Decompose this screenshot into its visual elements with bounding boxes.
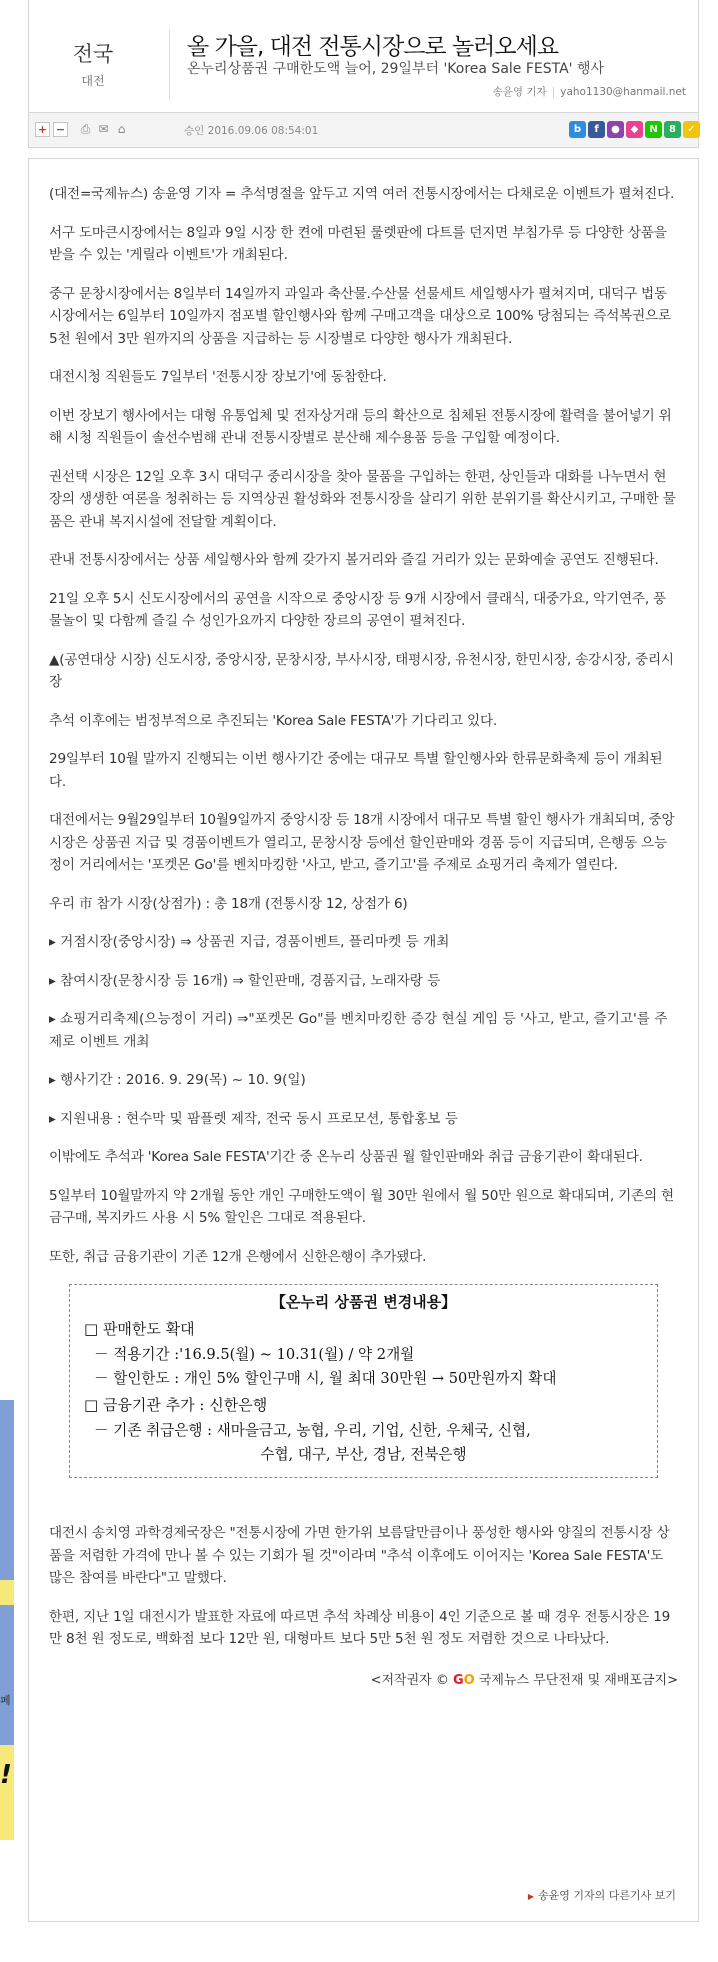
article-paragraph: 이밖에도 추석과 'Korea Sale FESTA'기간 중 온누리 상품권 월 할인판매와 취급 금융기관이 확대된다.	[49, 1149, 643, 1165]
article-header	[28, 0, 699, 113]
article-paragraph: 대전시청 직원들도 7일부터 '전통시장 장보기'에 동참한다.	[49, 369, 387, 385]
bullet-mark: ▸	[49, 1072, 61, 1088]
article-subtitle: 온누리상품권 구매한도액 늘어, 29일부터 'Korea Sale FESTA' 행사	[187, 61, 605, 77]
article-paragraph: 우리 市 참가 시장(상점가) : 총 18개 (전통시장 12, 상점가 6)	[49, 895, 408, 912]
bullet-text: 참여시장(문창시장 등 16개) ⇒ 할인판매, 경품지급, 노래자랑 등	[60, 972, 441, 989]
gookje-logo-mark: O	[463, 1672, 475, 1688]
article-paragraph: 또한, 취급 금융기관이 기존 12개 은행에서 신한은행이 추가됐다.	[49, 1248, 427, 1265]
font-decrease-button[interactable]: −	[53, 122, 68, 137]
naver-share-icon[interactable]: N	[645, 121, 662, 138]
article-paragraph: 관내 전통시장에서는 상품 세일행사와 함께 갖가지 볼거리와 즐길 거리가 있는 문화예술 공연도 진행된다.	[49, 552, 659, 568]
bullet-mark: ▸	[49, 1011, 61, 1027]
header-divider	[169, 30, 170, 100]
article-paragraph: 5일부터 10월말까지 약 2개월 동안 개인 구매한도액이 월 30만 원에서 월 50만 원으로 확대되며, 기존의 현금구매, 복지카드 사용 시 5% 할인은 그대로 적용된다.	[49, 1187, 674, 1226]
copyright-suffix: 무단전재 및 재배포금지>	[533, 1672, 678, 1688]
article-paragraph: 대전시 송치영 과학경제국장은 "전통시장에 가면 한가위 보름달만큼이나 풍성한 행사와 양질의 전통시장 상품을 저렴한 가격에 만나 볼 수 있는 기회가 될 것"이라며 "추석 이후에도 이어지는 'Korea Sale FESTA'도 많은 참여를 바란다"고 말했다.	[49, 1525, 670, 1586]
copyright-notice	[49, 1669, 678, 1688]
scrap-icon[interactable]: ⌂	[117, 122, 126, 136]
voucher-notice-box	[69, 1284, 658, 1478]
article-paragraph: 한편, 지난 1일 대전시가 발표한 자료에 따르면 추석 차례상 비용이 4인 기준으로 볼 때 경우 전통시장은 19만 8천 원 정도로, 백화점 보다 12만 원, 대형마트 보다 5만 5천 원 정도 저렴한 것으로 나타났다.	[49, 1608, 671, 1647]
article-paragraph: 서구 도마큰시장에서는 8일과 9일 시장 한 켠에 마련된 룰렛판에 다트를 던지면 부침가루 등 다양한 상품을 받을 수 있는 '게릴라 이벤트'가 개최된다.	[49, 224, 667, 263]
gookje-logo-icon: G	[453, 1672, 464, 1688]
notice-heading: □ 금융기관 추가 : 신한은행	[84, 1396, 268, 1414]
article-paragraph: 권선택 시장은 12일 오후 3시 대덕구 중리시장을 찾아 물품을 구입하는 한편, 상인들과 대화를 나누면서 현장의 생생한 여론을 청취하는 등 지역상권 활성화와 전통시장을 살리기 위한 분위기를 확산시키고, 구매한 물품은 관내 복지시설에 전달할 계획이다.	[49, 468, 676, 530]
article-title: 올 가을, 대전 전통시장으로 놀러오세요	[187, 34, 559, 60]
facebook-share-icon[interactable]: f	[588, 121, 605, 138]
copyright-prefix: <저작권자 ©	[370, 1672, 449, 1688]
side-banner-blue-block	[0, 1400, 14, 1580]
more-articles-label[interactable]: 송윤영 기자의 다른기사 보기	[537, 1889, 676, 1902]
kakaostory-share-icon[interactable]: ◆	[626, 121, 643, 138]
byline-separator: |	[551, 86, 556, 98]
side-banner-exclamation: !	[0, 1760, 12, 1790]
print-icon[interactable]: ⎙	[80, 122, 91, 136]
reporter-name[interactable]: 송윤영 기자	[492, 86, 547, 98]
check-share-icon[interactable]: ✓	[683, 121, 700, 138]
bullet-item	[49, 931, 678, 954]
font-increase-button[interactable]: +	[35, 122, 50, 137]
bullet-item	[49, 1108, 678, 1131]
talk-share-icon[interactable]: ●	[607, 121, 624, 138]
approved-value: 2016.09.06 08:54:01	[207, 125, 319, 137]
side-banner-blue-block	[0, 1605, 14, 1745]
article-paragraph: 이번 장보기 행사에서는 대형 유통업체 및 전자상거래 등의 확산으로 침체된 전통시장에 활력을 불어넣기 위해 시청 직원들이 솔선수범해 관내 전통시장별로 분산해 제수용품 등을 구입할 예정이다.	[49, 407, 672, 446]
arrow-right-icon: ▶	[527, 1892, 534, 1901]
article-paragraph: ▲(공연대상 시장) 신도시장, 중앙시장, 문창시장, 부사시장, 태평시장, 유천시장, 한민시장, 송강시장, 중리시장	[49, 651, 674, 690]
article-body	[28, 158, 699, 1922]
reporter-email[interactable]: yaho1130@hanmail.net	[560, 86, 686, 98]
approved-prefix: 승인	[184, 125, 205, 137]
notice-line: － 기존 취급은행 : 새마을금고, 농협, 우리, 기업, 신한, 우체국, 신협,	[94, 1422, 531, 1439]
side-banner-glyph: 페	[0, 1694, 11, 1707]
article-toolbar	[28, 113, 699, 148]
notice-title: 【온누리 상품권 변경내용】	[270, 1293, 457, 1311]
article-paragraph: 대전에서는 9월29일부터 10월9일까지 중앙시장 등 18개 시장에서 대규모 특별 할인 행사가 개최되며, 중앙시장은 상품권 지급 및 경품이벤트가 열리고, 문창시장 등에선 할인판매와 경품 등이 지급되며, 은행동 으능정이 거리에서는 '포켓몬 Go'를 벤치마킹한 '사고, 받고, 즐기고'를 주제로 쇼핑거리 축제가 열린다.	[49, 812, 675, 873]
notice-line: 수협, 대구, 부산, 경남, 전북은행	[260, 1446, 467, 1463]
side-banner-strip[interactable]	[0, 1400, 14, 1840]
article-container	[28, 0, 699, 1922]
article-paragraph: 추석 이후에는 범정부적으로 추진되는 'Korea Sale FESTA'가 기다리고 있다.	[49, 712, 498, 729]
article-paragraph: 중구 문창시장에서는 8일부터 14일까지 과일과 축산물.수산물 선물세트 세일행사가 펼쳐지며, 대덕구 법동시장에서는 6일부터 10일까지 점포별 할인행사와 함께 구매고객을 대상으로 100% 당첨되는 즉석복권으로 5천 원에서 3만 원까지의 상품을 지급하는 등 시장별로 다양한 행사가 개최된다.	[49, 285, 671, 347]
bullet-mark: ▸	[49, 934, 61, 950]
copyright-logo-text: 국제뉴스	[478, 1672, 530, 1688]
bullet-text: 거점시장(중앙시장) ⇒ 상품권 지급, 경품이벤트, 플리마켓 등 개최	[60, 934, 450, 950]
bullet-item	[49, 1008, 678, 1053]
bullet-item	[49, 1069, 678, 1092]
more-articles-link[interactable]	[528, 1887, 676, 1903]
region-main: 전국	[72, 42, 114, 66]
region-sub: 대전	[81, 74, 105, 88]
article-paragraph: 21일 오후 5시 신도시장에서의 공연을 시작으로 중앙시장 등 9개 시장에서 클래식, 대중가요, 악기연주, 풍물놀이 및 다함께 즐길 수 성인가요까지 다양한 장르의 공연이 펼쳐진다.	[49, 590, 666, 629]
region-label	[43, 38, 143, 89]
spacer	[49, 1478, 678, 1522]
bullet-mark: ▸	[49, 1110, 61, 1127]
email-icon[interactable]: ✉	[98, 122, 109, 136]
byline	[493, 84, 686, 99]
google-share-icon[interactable]: 8	[664, 121, 681, 138]
bullet-mark: ▸	[49, 972, 61, 989]
notice-line: － 할인한도 : 개인 5% 할인구매 시, 월 최대 30만원 → 50만원까지 확대	[94, 1370, 557, 1387]
approved-datetime	[184, 123, 318, 138]
article-paragraph: 29일부터 10월 말까지 진행되는 이번 행사기간 중에는 대규모 특별 할인행사와 한류문화축제 등이 개최된다.	[49, 751, 663, 790]
bullet-text: 쇼핑거리축제(으능정이 거리) ⇒"포켓몬 Go"를 벤치마킹한 증강 현실 게임 등 '사고, 받고, 즐기고'를 주제로 이벤트 개최	[49, 1011, 668, 1050]
notice-heading: □ 판매한도 확대	[84, 1320, 195, 1338]
bullet-text: 행사기간 : 2016. 9. 29(목) ~ 10. 9(일)	[60, 1072, 306, 1088]
article-paragraph: (대전=국제뉴스) 송윤영 기자 = 추석명절을 앞두고 지역 여러 전통시장에서는 다채로운 이벤트가 펼쳐진다.	[49, 186, 675, 202]
bullet-item	[49, 970, 678, 993]
blog-share-icon[interactable]: b	[569, 121, 586, 138]
notice-line: － 적용기간 :'16.9.5(월) ~ 10.31(월) / 약 2개월	[94, 1346, 415, 1363]
bullet-text: 지원내용 : 현수막 및 팜플렛 제작, 전국 동시 프로모션, 통합홍보 등	[60, 1110, 459, 1127]
